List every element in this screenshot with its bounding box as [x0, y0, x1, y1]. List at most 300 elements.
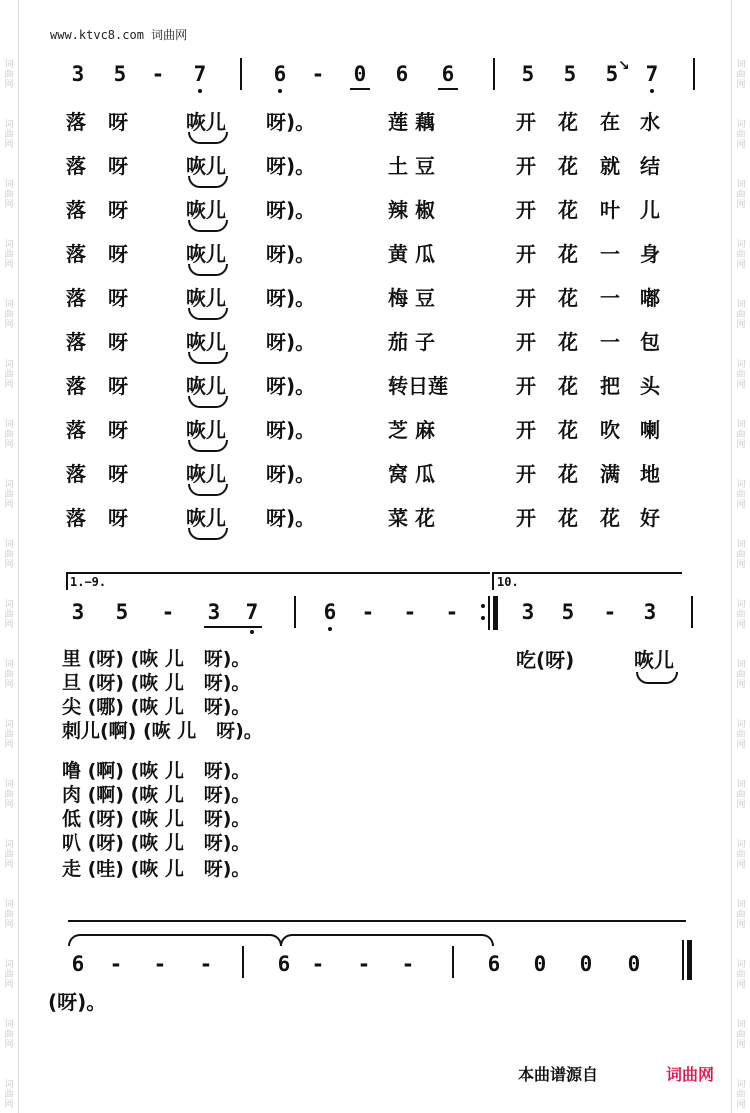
volta-bracket	[66, 572, 490, 574]
dash: -	[603, 600, 617, 624]
slur	[636, 672, 678, 684]
watermark-char: 曲	[736, 910, 746, 920]
watermark-char: 曲	[736, 790, 746, 800]
lyric-word: 结	[640, 154, 660, 178]
note: 0	[353, 62, 367, 86]
watermark-char: 网	[736, 800, 746, 810]
note: 5	[561, 600, 575, 624]
repeat-dot	[481, 604, 485, 608]
underline	[438, 88, 458, 90]
lyric-word: 把	[600, 374, 620, 398]
dash: -	[403, 600, 417, 624]
watermark-char: 网	[4, 440, 14, 450]
dash: -	[161, 600, 175, 624]
lyric-word: 在	[600, 110, 620, 134]
watermark-glyph-group	[732, 600, 750, 630]
watermark-char: 网	[736, 260, 746, 270]
lyric-word: 茄 子	[388, 330, 435, 354]
lyric-line: 刺儿(啊) (咴 儿 呀)。	[62, 720, 263, 742]
note: 6	[71, 952, 85, 976]
barline	[493, 58, 495, 90]
watermark-char: 曲	[4, 310, 14, 320]
slur	[188, 396, 228, 408]
lyric-word: 开	[516, 198, 536, 222]
watermark-char: 网	[736, 380, 746, 390]
watermark-char: 词	[736, 540, 746, 550]
barline	[242, 946, 244, 978]
dash: -	[361, 600, 375, 624]
site-name[interactable]: 词曲网	[151, 28, 188, 42]
watermark-glyph-group	[0, 1020, 18, 1050]
watermark-glyph-group	[0, 540, 18, 570]
watermark-glyph-group	[0, 420, 18, 450]
slur	[188, 440, 228, 452]
barline	[294, 596, 296, 628]
lyric-word: 咴儿	[186, 418, 226, 442]
watermark-glyph-group	[732, 180, 750, 210]
dash: -	[153, 952, 167, 976]
lyric-word: 开	[516, 330, 536, 354]
note: 3	[207, 600, 221, 624]
watermark-glyph-group	[0, 60, 18, 90]
ending-lyric: 咴儿	[634, 648, 674, 672]
watermark-char: 词	[4, 840, 14, 850]
watermark-char: 词	[4, 60, 14, 70]
watermark-glyph-group	[732, 660, 750, 690]
watermark-char: 曲	[736, 490, 746, 500]
lyric-word: 地	[640, 462, 660, 486]
lyric-word: 呀	[108, 154, 128, 178]
lyric-word: 呀	[108, 330, 128, 354]
site-header	[50, 26, 187, 43]
watermark-char: 网	[736, 920, 746, 930]
watermark-char: 曲	[4, 790, 14, 800]
watermark-char: 曲	[736, 370, 746, 380]
watermark-char: 曲	[4, 610, 14, 620]
dash: -	[445, 600, 459, 624]
watermark-char: 曲	[736, 310, 746, 320]
watermark-char: 网	[4, 680, 14, 690]
note: 3	[643, 600, 657, 624]
watermark-glyph-group	[732, 360, 750, 390]
note: 5	[521, 62, 535, 86]
watermark-char: 曲	[736, 1090, 746, 1100]
watermark-char: 网	[736, 740, 746, 750]
watermark-char: 网	[736, 560, 746, 570]
watermark-char: 网	[736, 80, 746, 90]
lyric-word: 呀)。	[266, 506, 316, 530]
watermark-char: 词	[4, 240, 14, 250]
low-octave-dot	[328, 627, 332, 631]
source-text: 本曲谱源自	[518, 1065, 599, 1084]
watermark-glyph-group	[732, 420, 750, 450]
watermark-char: 词	[736, 120, 746, 130]
lyric-word: 花	[558, 330, 578, 354]
watermark-char: 词	[736, 240, 746, 250]
volta-bracket	[66, 572, 68, 590]
watermark-char: 网	[736, 320, 746, 330]
lyric-word: 咴儿	[186, 462, 226, 486]
note: 0	[533, 952, 547, 976]
watermark-char: 词	[736, 360, 746, 370]
watermark-char: 网	[736, 860, 746, 870]
watermark-char: 曲	[4, 250, 14, 260]
watermark-char: 网	[4, 380, 14, 390]
note: 5	[605, 62, 619, 86]
lyric-word: 花	[558, 418, 578, 442]
final-barline-thick	[687, 940, 692, 980]
note: 5	[563, 62, 577, 86]
lyric-line: 走 (哇) (咴 儿 呀)。	[62, 858, 251, 880]
watermark-char: 网	[4, 260, 14, 270]
lyric-word: 花	[558, 110, 578, 134]
watermark-char: 词	[4, 1080, 14, 1090]
watermark-glyph-group	[732, 840, 750, 870]
note: 3	[521, 600, 535, 624]
lyric-word: 开	[516, 242, 536, 266]
lyric-word: 落	[66, 154, 86, 178]
volta-bracket	[492, 572, 682, 574]
ending-lyric: 吃(呀)	[516, 648, 575, 672]
watermark-char: 网	[736, 980, 746, 990]
lyric-line: 低 (呀) (咴 儿 呀)。	[62, 808, 251, 830]
volta-label: 1.−9.	[70, 575, 107, 589]
note: 6	[277, 952, 291, 976]
watermark-char: 曲	[4, 1030, 14, 1040]
watermark-char: 词	[4, 360, 14, 370]
lyric-word: 菜 花	[388, 506, 435, 530]
watermark-glyph-group	[732, 60, 750, 90]
lyric-word: 开	[516, 286, 536, 310]
watermark-char: 曲	[4, 130, 14, 140]
lyric-word: 开	[516, 110, 536, 134]
watermark-char: 曲	[736, 850, 746, 860]
lyric-word: 花	[600, 506, 620, 530]
watermark-char: 词	[736, 660, 746, 670]
slur	[188, 132, 228, 144]
watermark-glyph-group	[732, 1080, 750, 1110]
note: 3	[71, 62, 85, 86]
dash: -	[311, 952, 325, 976]
lyric-word: 花	[558, 154, 578, 178]
lyric-word: 呀)。	[266, 462, 316, 486]
watermark-char: 曲	[4, 970, 14, 980]
watermark-char: 网	[4, 140, 14, 150]
watermark-char: 网	[736, 440, 746, 450]
note: 5	[113, 62, 127, 86]
lyric-word: 落	[66, 198, 86, 222]
breath-mark: ↘	[618, 58, 630, 74]
lyric-word: 开	[516, 506, 536, 530]
lyric-line: 叭 (呀) (咴 儿 呀)。	[62, 832, 251, 854]
watermark-glyph-group	[0, 600, 18, 630]
watermark-char: 曲	[736, 250, 746, 260]
watermark-glyph-group	[0, 360, 18, 390]
note: 0	[579, 952, 593, 976]
watermark-glyph-group	[0, 840, 18, 870]
watermark-char: 网	[736, 140, 746, 150]
underline	[204, 626, 262, 628]
watermark-char: 曲	[4, 850, 14, 860]
lyric-word: 落	[66, 110, 86, 134]
watermark-glyph-group	[732, 480, 750, 510]
note: 5	[115, 600, 129, 624]
lyric-word: 咴儿	[186, 242, 226, 266]
lyric-word: 喇	[640, 418, 660, 442]
lyric-line: 里 (呀) (咴 儿 呀)。	[62, 648, 251, 670]
watermark-glyph-group	[0, 660, 18, 690]
note: 6	[273, 62, 287, 86]
barline	[693, 58, 695, 90]
lyric-word: 花	[558, 242, 578, 266]
tie	[68, 934, 282, 946]
low-octave-dot	[278, 89, 282, 93]
watermark-glyph-group	[0, 120, 18, 150]
watermark-char: 网	[4, 320, 14, 330]
watermark-char: 词	[736, 600, 746, 610]
lyric-word: 呀)。	[266, 418, 316, 442]
watermark-char: 网	[4, 800, 14, 810]
lyric-word: 土 豆	[388, 154, 435, 178]
watermark-char: 曲	[736, 550, 746, 560]
watermark-glyph-group	[0, 300, 18, 330]
note: 7	[193, 62, 207, 86]
watermark-glyph-group	[732, 120, 750, 150]
site-url[interactable]: www.ktvc8.com	[50, 28, 144, 42]
watermark-char: 词	[736, 840, 746, 850]
lyric-word: 开	[516, 374, 536, 398]
watermark-char: 曲	[736, 730, 746, 740]
dash: -	[311, 62, 325, 86]
watermark-glyph-group	[732, 300, 750, 330]
dash: -	[401, 952, 415, 976]
lyric-word: 呀)。	[266, 374, 316, 398]
watermark-char: 网	[736, 620, 746, 630]
watermark-glyph-group	[0, 240, 18, 270]
lyric-word: 花	[558, 374, 578, 398]
lyric-word: 呀)。	[266, 154, 316, 178]
watermark-char: 词	[736, 1020, 746, 1030]
lyric-word: 呀)。	[266, 330, 316, 354]
note: 6	[395, 62, 409, 86]
watermark-char: 曲	[4, 430, 14, 440]
watermark-glyph-group	[0, 720, 18, 750]
note: 7	[245, 600, 259, 624]
watermark-char: 词	[736, 1080, 746, 1090]
watermark-char: 网	[4, 860, 14, 870]
watermark-char: 词	[736, 960, 746, 970]
watermark-char: 网	[736, 680, 746, 690]
lyric-word: 呀)。	[266, 286, 316, 310]
lyric-word: 落	[66, 374, 86, 398]
lyric-word: 咴儿	[186, 198, 226, 222]
lyric-word: 就	[600, 154, 620, 178]
watermark-char: 词	[736, 60, 746, 70]
lyric-word: 梅 豆	[388, 286, 435, 310]
lyric-word: 开	[516, 462, 536, 486]
slur	[188, 220, 228, 232]
watermark-char: 词	[736, 300, 746, 310]
dash: -	[109, 952, 123, 976]
watermark-char: 网	[4, 560, 14, 570]
low-octave-dot	[650, 89, 654, 93]
watermark-glyph-group	[0, 180, 18, 210]
watermark-char: 网	[4, 1040, 14, 1050]
watermark-char: 网	[4, 980, 14, 990]
watermark-glyph-group	[732, 720, 750, 750]
lyric-word: 落	[66, 506, 86, 530]
lyric-word: 呀)。	[266, 110, 316, 134]
watermark-char: 曲	[736, 670, 746, 680]
slur	[188, 176, 228, 188]
watermark-char: 网	[736, 1040, 746, 1050]
lyric-word: 好	[640, 506, 660, 530]
lyric-word: 莲 藕	[388, 110, 435, 134]
watermark-char: 曲	[4, 910, 14, 920]
lyric-word: 开	[516, 418, 536, 442]
volta-label: 10.	[497, 575, 519, 589]
brand-link[interactable]: 词曲网	[666, 1065, 715, 1084]
watermark-char: 曲	[4, 1090, 14, 1100]
watermark-char: 曲	[736, 1030, 746, 1040]
lyric-word: 花	[558, 462, 578, 486]
watermark-char: 词	[736, 480, 746, 490]
watermark-char: 网	[4, 620, 14, 630]
watermark-char: 词	[736, 420, 746, 430]
lyric-word: 落	[66, 330, 86, 354]
watermark-char: 曲	[736, 970, 746, 980]
lyric-word: 一	[600, 286, 620, 310]
lyric-word: 叶	[600, 198, 620, 222]
final-barline-thin	[682, 940, 684, 980]
lyric-word: 水	[640, 110, 660, 134]
lyric-word: 一	[600, 330, 620, 354]
lyric-word: 花	[558, 506, 578, 530]
lyric-word: 咴儿	[186, 110, 226, 134]
watermark-char: 词	[4, 180, 14, 190]
slur	[188, 352, 228, 364]
lyric-word: 花	[558, 286, 578, 310]
lyric-word: 呀	[108, 110, 128, 134]
lyric-word: 呀	[108, 418, 128, 442]
lyric-word: 满	[600, 462, 620, 486]
watermark-char: 网	[4, 200, 14, 210]
watermark-char: 网	[4, 80, 14, 90]
lyric-word: 呀	[108, 506, 128, 530]
note: 3	[71, 600, 85, 624]
lyric-word: 黄 瓜	[388, 242, 435, 266]
lyric-final: (呀)。	[48, 990, 107, 1014]
watermark-char: 曲	[4, 670, 14, 680]
watermark-glyph-group	[0, 900, 18, 930]
note: 7	[645, 62, 659, 86]
lyric-word: 嘟	[640, 286, 660, 310]
repeat-barline	[488, 596, 490, 630]
watermark-char: 曲	[736, 70, 746, 80]
watermark-char: 曲	[736, 430, 746, 440]
watermark-char: 曲	[4, 730, 14, 740]
lyric-word: 呀	[108, 374, 128, 398]
watermark-char: 词	[4, 960, 14, 970]
lyric-word: 咴儿	[186, 330, 226, 354]
watermark-char: 词	[4, 720, 14, 730]
underline	[350, 88, 370, 90]
watermark-char: 曲	[736, 130, 746, 140]
lyric-line: 旦 (呀) (咴 儿 呀)。	[62, 672, 251, 694]
note: 6	[323, 600, 337, 624]
tie	[280, 934, 494, 946]
watermark-char: 词	[4, 540, 14, 550]
watermark-char: 词	[4, 1020, 14, 1030]
slur	[188, 484, 228, 496]
watermark-char: 词	[4, 480, 14, 490]
watermark-char: 网	[736, 1100, 746, 1110]
lyric-line: 肉 (啊) (咴 儿 呀)。	[62, 784, 251, 806]
lyric-word: 呀	[108, 462, 128, 486]
watermark-char: 词	[4, 900, 14, 910]
dash: -	[357, 952, 371, 976]
watermark-char: 词	[4, 300, 14, 310]
watermark-char: 网	[736, 500, 746, 510]
repeat-barline-thick	[493, 596, 498, 630]
lyric-line: 尖 (哪) (咴 儿 呀)。	[62, 696, 251, 718]
left-watermark-strip	[0, 0, 19, 1113]
watermark-glyph-group	[0, 960, 18, 990]
watermark-char: 网	[4, 920, 14, 930]
watermark-char: 曲	[736, 610, 746, 620]
lyric-word: 花	[558, 198, 578, 222]
watermark-char: 网	[736, 200, 746, 210]
lyric-word: 呀)。	[266, 198, 316, 222]
watermark-glyph-group	[0, 780, 18, 810]
watermark-glyph-group	[0, 480, 18, 510]
volta-bracket	[68, 920, 686, 922]
lyric-word: 包	[640, 330, 660, 354]
lyric-word: 芝 麻	[388, 418, 435, 442]
lyric-word: 落	[66, 418, 86, 442]
lyric-word: 呀)。	[266, 242, 316, 266]
watermark-char: 词	[4, 780, 14, 790]
note: 6	[441, 62, 455, 86]
slur	[188, 308, 228, 320]
lyric-word: 咴儿	[186, 286, 226, 310]
lyric-word: 身	[640, 242, 660, 266]
watermark-char: 词	[4, 120, 14, 130]
lyric-word: 窝 瓜	[388, 462, 435, 486]
lyric-word: 呀	[108, 242, 128, 266]
watermark-glyph-group	[732, 900, 750, 930]
lyric-word: 开	[516, 154, 536, 178]
watermark-char: 词	[4, 660, 14, 670]
lyric-word: 咴儿	[186, 506, 226, 530]
watermark-glyph-group	[732, 780, 750, 810]
watermark-glyph-group	[732, 960, 750, 990]
dash: -	[151, 62, 165, 86]
watermark-char: 曲	[736, 190, 746, 200]
volta-bracket	[492, 572, 494, 590]
watermark-char: 词	[4, 600, 14, 610]
lyric-word: 头	[640, 374, 660, 398]
note: 0	[627, 952, 641, 976]
watermark-char: 网	[4, 500, 14, 510]
low-octave-dot	[250, 630, 254, 634]
lyric-word: 辣 椒	[388, 198, 435, 222]
watermark-char: 词	[4, 420, 14, 430]
watermark-char: 曲	[4, 370, 14, 380]
lyric-word: 咴儿	[186, 154, 226, 178]
right-watermark-strip	[731, 0, 750, 1113]
lyric-word: 转日莲	[388, 374, 448, 398]
